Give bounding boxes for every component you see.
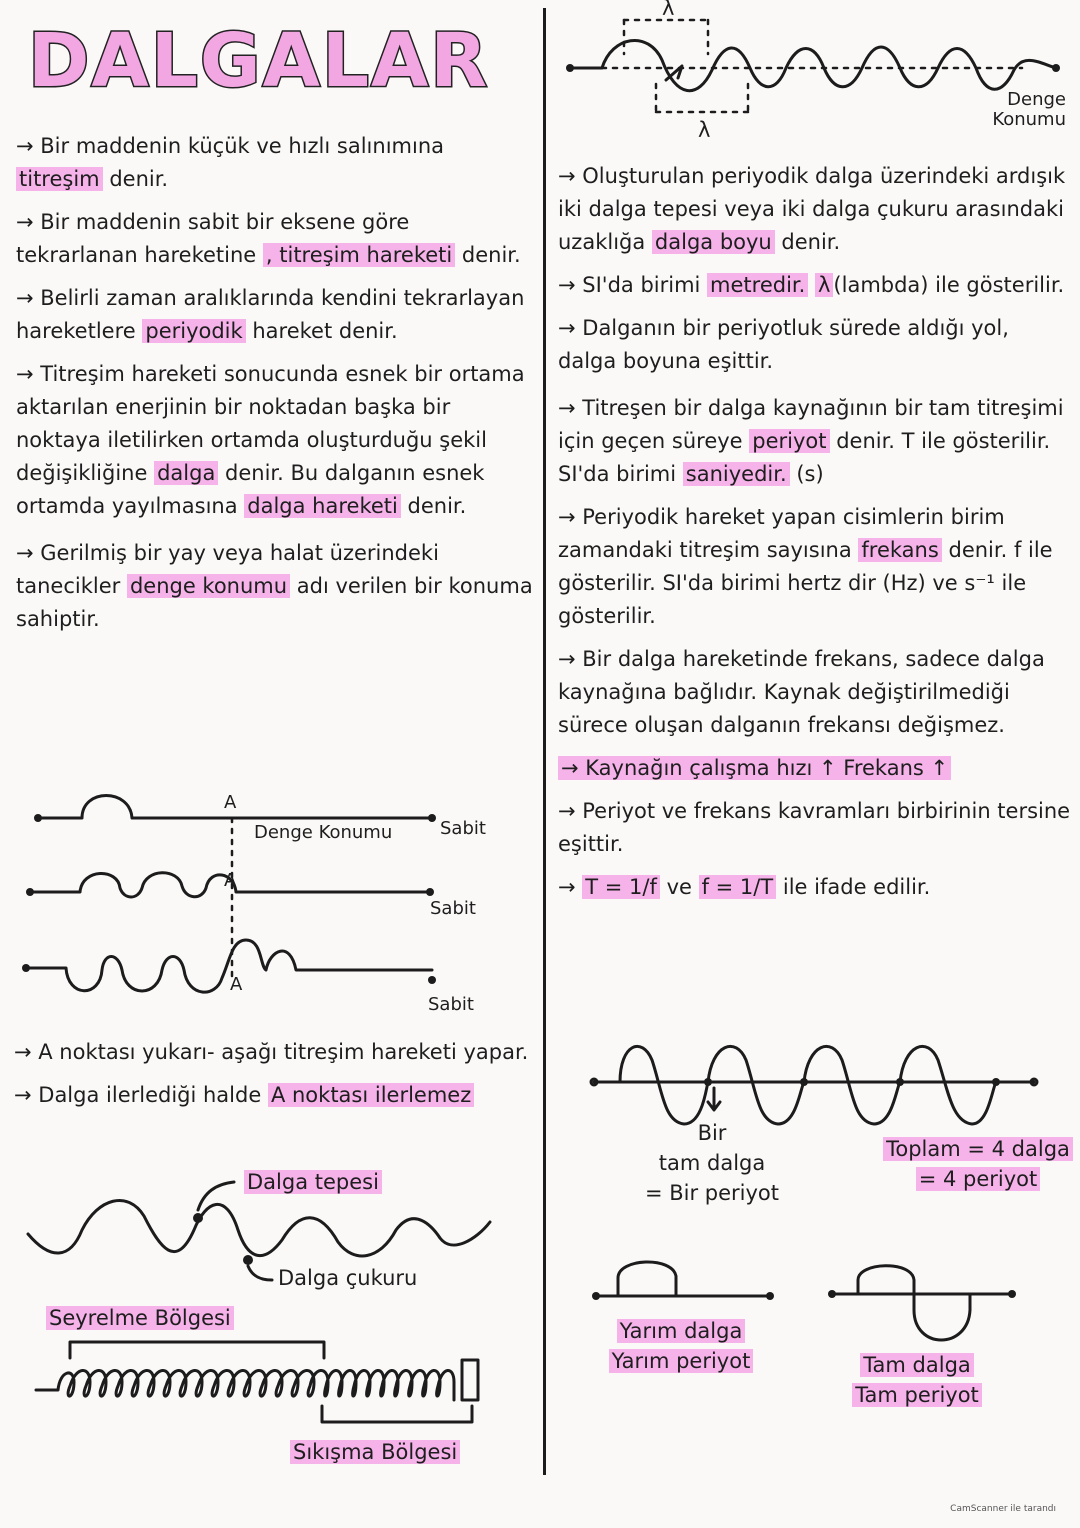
highlighted-text: , titreşim hareketi	[263, 243, 455, 267]
sabit-label-1: Sabit	[440, 818, 486, 839]
text-segment: denir. Bu dalganın esnek ortamda yayılmasına	[16, 461, 485, 518]
highlighted-text: A noktası ilerlemez	[268, 1083, 474, 1107]
left-intro-text	[16, 130, 536, 636]
lambda-bottom-label: λ	[698, 118, 711, 142]
full-wave-figure	[826, 1258, 1026, 1358]
tam-periyot-text: Tam periyot	[852, 1383, 982, 1407]
text-segment: → A noktası yukarı- aşağı titreşim hareketi yapar.	[14, 1040, 529, 1064]
crest-text: Dalga tepesi	[244, 1170, 382, 1194]
left-note	[14, 1079, 539, 1112]
highlighted-text: dalga hareketi	[244, 494, 401, 518]
text-segment: → Periyodik hareket yapan cisimlerin birim zamandaki titreşim sayısına	[558, 505, 1005, 562]
right-paragraph	[558, 795, 1073, 861]
text-segment: → Periyot ve frekans kavramları birbirinin tersine eşittir.	[558, 799, 1071, 856]
text-segment: → Belirli zaman aralıklarında kendini tekrarlayan hareketlere	[16, 286, 525, 343]
text-segment: denir.	[455, 243, 521, 267]
right-paragraph	[558, 160, 1073, 259]
text-segment: denir.	[400, 494, 467, 518]
highlighted-text: f = 1/T	[699, 875, 777, 899]
point-a-label-2: A	[224, 870, 237, 891]
text-segment: denir. T ile gösterilir. SI'da birimi	[558, 429, 1051, 486]
right-paragraph	[558, 752, 1073, 785]
text-segment: ve	[659, 875, 699, 899]
left-note	[14, 1036, 539, 1069]
full-wave-label	[622, 1118, 802, 1208]
bir-periyot-text: = Bir periyot	[644, 1181, 780, 1205]
highlighted-text: λ	[815, 273, 833, 297]
right-paragraph	[558, 392, 1073, 491]
equilibrium-label: Denge Konumu	[992, 89, 1066, 130]
scanner-footer: CamScanner ile tarandı	[950, 1504, 1056, 1514]
text-segment: → SI'da birimi	[558, 273, 708, 297]
crest-label	[244, 1170, 382, 1194]
left-paragraph	[16, 282, 536, 348]
text-segment: hareket denir.	[245, 319, 398, 343]
left-paragraph	[16, 206, 536, 272]
bir-text: Bir	[697, 1121, 727, 1145]
text-segment: ile ifade edilir.	[776, 875, 931, 899]
half-wave-figure	[590, 1250, 780, 1320]
point-a-label-3: A	[230, 974, 243, 995]
text-segment	[808, 273, 815, 297]
text-segment: denir.	[102, 167, 169, 191]
text-segment: denir. f ile gösterilir. SI'da birimi hertz dir (Hz) ve s⁻¹ ile gösterilir.	[558, 538, 1053, 628]
text-segment: → Titreşim hareketi sonucunda esnek bir ortama aktarılan enerjinin bir noktadan başka bir noktaya iletilirken ortamda oluşturduğu şekil değişikliğine	[16, 362, 525, 485]
compression-text: Sıkışma Bölgesi	[290, 1440, 460, 1464]
highlighted-text: dalga boyu	[652, 230, 775, 254]
total-wave-label	[880, 1134, 1076, 1194]
right-paragraph	[558, 501, 1073, 633]
right-paragraph	[558, 312, 1073, 378]
sabit-label-3: Sabit	[428, 994, 474, 1015]
four-period-wave-figure	[586, 1030, 1046, 1130]
spring-compression-figure	[30, 1330, 500, 1450]
yarim-periyot-text: Yarım periyot	[609, 1349, 754, 1373]
right-paragraph	[558, 643, 1073, 742]
highlighted-text: T = 1/f	[582, 875, 660, 899]
yarim-dalga-text: Yarım dalga	[617, 1319, 746, 1343]
page-title: DALGALAR	[28, 18, 490, 104]
text-segment: → Dalganın bir periyotluk sürede aldığı yol, dalga boyuna eşittir.	[558, 316, 1009, 373]
trough-label: Dalga çukuru	[278, 1266, 418, 1290]
rarefaction-text: Seyrelme Bölgesi	[46, 1306, 234, 1330]
text-segment: (lambda) ile gösterilir.	[833, 273, 1065, 297]
text-segment: →	[558, 875, 583, 899]
text-segment: → Titreşen bir dalga kaynağının bir tam titreşimi için geçen süreye	[558, 396, 1064, 453]
right-paragraph	[558, 871, 1073, 904]
left-notes-text	[14, 1036, 539, 1112]
text-segment: → Oluşturulan periyodik dalga üzerindeki ardışık iki dalga tepesi veya iki dalga çukuru arasındaki uzaklığa	[558, 164, 1066, 254]
rarefaction-label	[46, 1306, 234, 1330]
tam-dalga-text: tam dalga	[658, 1151, 766, 1175]
highlighted-text: denge konumu	[127, 574, 290, 598]
right-paragraph	[558, 269, 1073, 302]
text-segment: → Dalga ilerlediği halde	[14, 1083, 268, 1107]
point-a-label-1: A	[224, 792, 237, 813]
sabit-label-2: Sabit	[430, 898, 476, 919]
text-segment: → Gerilmiş bir yay veya halat üzerindeki tanecikler	[16, 541, 439, 598]
text-segment: (s)	[789, 462, 824, 486]
text-segment: → Bir dalga hareketinde frekans, sadece dalga kaynağına bağlıdır. Kaynak değiştirilmediği sürece oluşan dalganın frekansı değişmez.	[558, 647, 1045, 737]
highlighted-text: → Kaynağın çalışma hızı ↑ Frekans ↑	[558, 756, 951, 780]
text-segment: → Bir maddenin sabit bir eksene göre tekrarlanan hareketine	[16, 210, 410, 267]
dort-periyot-text: = 4 periyot	[916, 1167, 1041, 1191]
highlighted-text: saniyedir.	[683, 462, 790, 486]
highlighted-text: periyot	[749, 429, 829, 453]
right-text	[558, 160, 1073, 904]
denge-konumu-label: Denge Konumu	[254, 822, 393, 843]
column-divider	[543, 8, 546, 1475]
left-paragraph	[16, 537, 536, 636]
highlighted-text: metredir.	[707, 273, 808, 297]
text-segment: denir.	[774, 230, 841, 254]
left-paragraph	[16, 130, 536, 196]
text-segment: → Bir maddenin küçük ve hızlı salınımına	[16, 134, 444, 158]
highlighted-text: dalga	[154, 461, 218, 485]
text-segment: adı verilen bir konuma sahiptir.	[16, 574, 533, 631]
toplam-text: Toplam = 4 dalga	[883, 1137, 1073, 1161]
highlighted-text: periyodik	[142, 319, 245, 343]
half-wave-label	[586, 1316, 776, 1376]
full-wave-bottom-label	[822, 1350, 1012, 1410]
lambda-top-label: λ	[662, 0, 675, 20]
left-paragraph	[16, 358, 536, 523]
compression-label	[290, 1440, 460, 1464]
highlighted-text: titreşim	[16, 167, 103, 191]
tam-dalga-bottom-text: Tam dalga	[860, 1353, 974, 1377]
highlighted-text: frekans	[858, 538, 941, 562]
